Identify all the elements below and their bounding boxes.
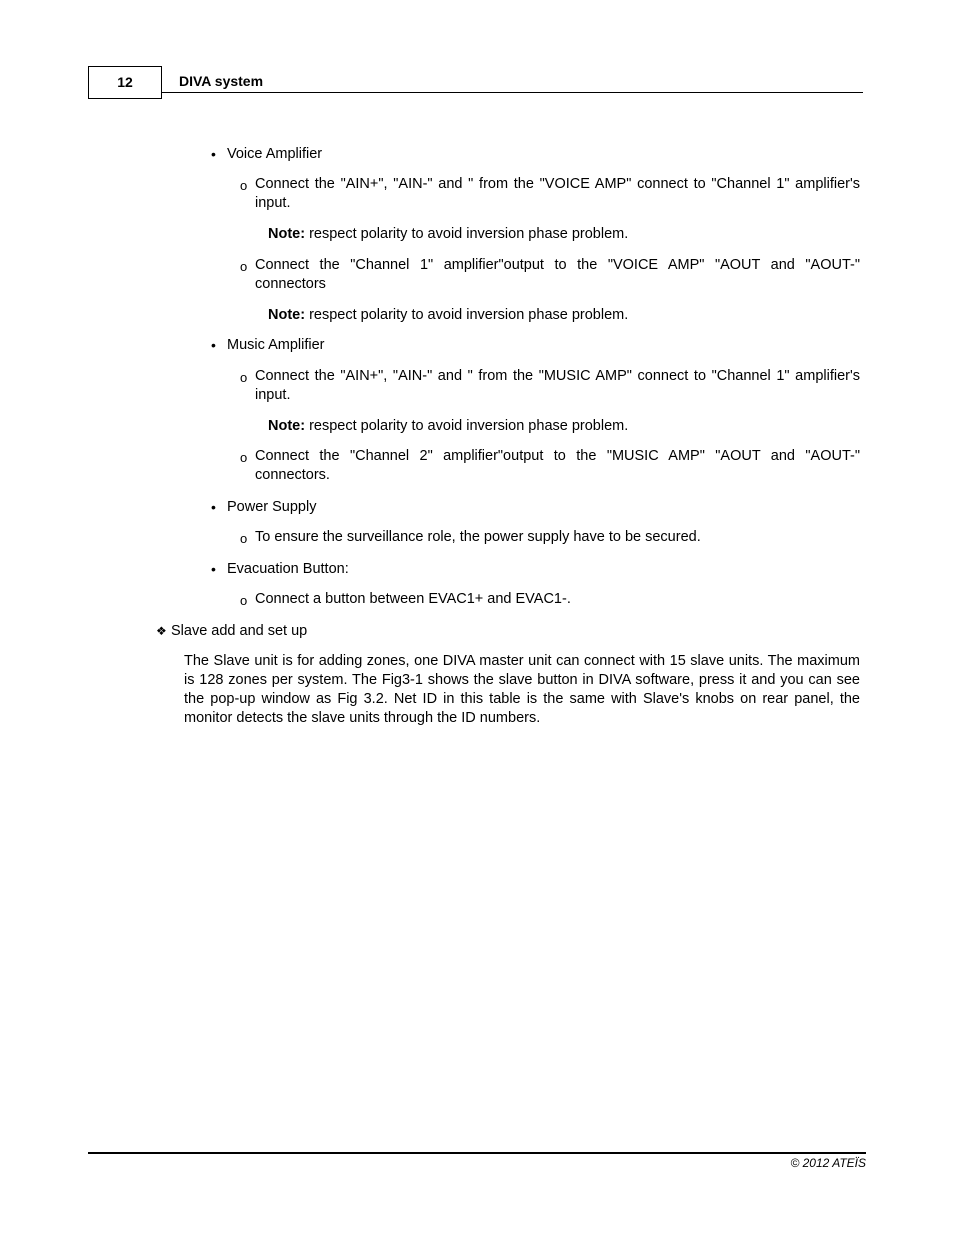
sub-bullet-icon: o xyxy=(240,450,248,465)
note-label: Note: xyxy=(268,226,306,242)
slave-paragraph: The Slave unit is for adding zones, one DIVA master unit can connect with 15 slave units. The maximum is 128 zones per system. The Fig3-1 shows the slave button in DIVA software, press it and you can see the pop-up window as Fig 3.2. Net ID in this table is the same with Slave's knobs on rear panel, the monitor detects the slave units through the ID numbers. xyxy=(184,653,860,726)
voice-note-2 xyxy=(268,306,628,325)
sub-bullet-icon: o xyxy=(240,178,248,193)
power-supply-heading: Power Supply xyxy=(227,499,317,515)
note-text: respect polarity to avoid inversion phase problem. xyxy=(305,307,629,323)
note-text: respect polarity to avoid inversion phase problem. xyxy=(305,418,629,434)
bullet-icon: • xyxy=(211,499,216,515)
bullet-icon: • xyxy=(211,146,216,162)
voice-amplifier-heading: Voice Amplifier xyxy=(227,146,323,162)
sub-bullet-icon: o xyxy=(240,370,248,385)
power-item-1: To ensure the surveillance role, the power supply have to be secured. xyxy=(255,529,701,545)
note-label: Note: xyxy=(268,418,306,434)
header-title: DIVA system xyxy=(179,73,264,89)
note-text: respect polarity to avoid inversion phase problem. xyxy=(305,226,629,242)
header-rule xyxy=(162,92,863,93)
music-item-2: Connect the "Channel 2" amplifier"output to the "MUSIC AMP" "AOUT and "AOUT-" connectors. xyxy=(255,448,860,483)
music-item-1: Connect the "AIN+", "AIN-" and " from the "MUSIC AMP" connect to "Channel 1" amplifier's input. xyxy=(255,368,860,403)
voice-note-1 xyxy=(268,225,628,244)
evac-item-1: Connect a button between EVAC1+ and EVAC1-. xyxy=(255,591,571,607)
note-label: Note: xyxy=(268,307,306,323)
slave-heading: Slave add and set up xyxy=(171,623,308,639)
bullet-icon: • xyxy=(211,337,216,353)
page-number: 12 xyxy=(88,66,162,99)
voice-item-1: Connect the "AIN+", "AIN-" and " from the "VOICE AMP" connect to "Channel 1" amplifier's input. xyxy=(255,176,860,211)
sub-bullet-icon: o xyxy=(240,531,248,546)
voice-item-2: Connect the "Channel 1" amplifier"output to the "VOICE AMP" "AOUT and "AOUT-" connectors xyxy=(255,257,860,292)
music-note-1 xyxy=(268,417,628,436)
footer-rule xyxy=(88,1152,866,1154)
bullet-icon: • xyxy=(211,561,216,577)
music-amplifier-heading: Music Amplifier xyxy=(227,337,325,353)
sub-bullet-icon: o xyxy=(240,593,248,608)
diamond-marker-icon: ❖ xyxy=(156,624,167,638)
footer-copyright: © 2012 ATEÏS xyxy=(790,1156,866,1170)
evacuation-button-heading: Evacuation Button: xyxy=(227,561,349,577)
sub-bullet-icon: o xyxy=(240,259,248,274)
